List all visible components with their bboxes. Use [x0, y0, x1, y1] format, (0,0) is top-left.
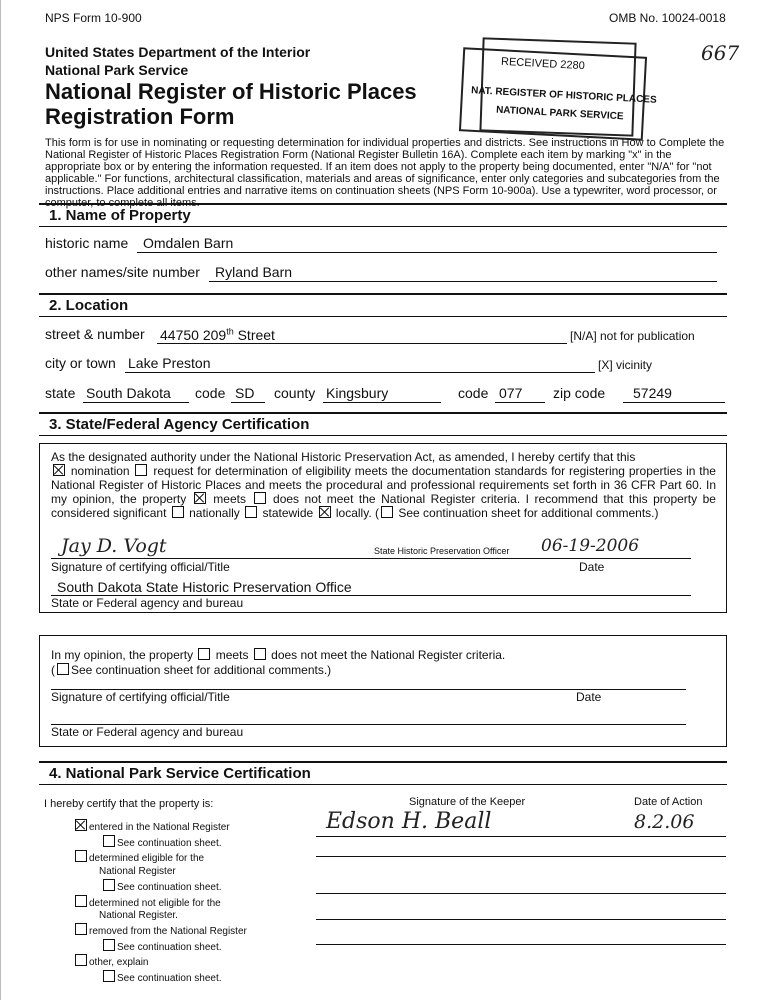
county-label: county — [274, 385, 316, 401]
street-label: street & number — [45, 326, 145, 342]
agency: National Park Service — [45, 62, 189, 78]
see-continuation-3[interactable] — [101, 939, 247, 955]
see-continuation-2[interactable] — [101, 879, 247, 895]
option-not-eligible[interactable] — [73, 895, 247, 911]
zip-value: 57249 — [633, 385, 672, 401]
officer-title: State Historic Preservation Officer — [374, 546, 510, 556]
other-names-value: Ryland Barn — [215, 264, 293, 280]
option-label: determined not eligible for the — [89, 897, 221, 909]
section-1-title: 1. Name of Property — [49, 207, 191, 224]
statewide-checkbox[interactable] — [245, 506, 257, 518]
form-number: NPS Form 10-900 — [45, 11, 142, 25]
locally-label: locally. ( — [335, 506, 379, 520]
street-sup: th — [226, 326, 234, 336]
other-meets-checkbox[interactable] — [198, 648, 210, 660]
section-4-title: 4. National Park Service Certification — [49, 765, 311, 782]
county-value: Kingsbury — [326, 385, 389, 401]
other-names-field[interactable] — [209, 264, 717, 282]
nomination-checkbox[interactable] — [53, 464, 65, 476]
other-continuation-label: See continuation sheet for additional comments.) — [71, 663, 332, 677]
date-of-action: 8.2.06 — [634, 811, 695, 833]
option-removed[interactable] — [73, 923, 247, 939]
keeper-label: Signature of the Keeper — [409, 796, 526, 808]
nationally-label: nationally — [189, 506, 240, 520]
state-field[interactable] — [83, 385, 189, 403]
other-continuation: ( See continuation sheet for additional comments.) — [51, 663, 332, 677]
handwritten-number: 667 — [701, 41, 740, 65]
see-continuation-4[interactable] — [101, 970, 247, 986]
nomination-label: nomination — [70, 464, 130, 478]
street-field[interactable] — [157, 326, 567, 344]
other-opinion — [51, 648, 505, 662]
state-code-value: SD — [235, 385, 255, 401]
option-entered[interactable] — [73, 819, 247, 835]
zip-field[interactable] — [623, 385, 725, 403]
other-not-meet-label: does not meet the National Register criteria. — [271, 648, 506, 662]
certification-options — [73, 819, 247, 986]
option-label: removed from the National Register — [89, 925, 247, 937]
nr-label: National Register. — [99, 910, 178, 922]
shpo-signature: Jay D. Vogt — [61, 535, 167, 557]
county-code-value: 077 — [499, 385, 523, 401]
department: United States Department of the Interior — [45, 44, 311, 60]
other-signature-label: Signature of certifying official/Title — [51, 690, 230, 704]
county-code-field[interactable] — [495, 385, 545, 403]
street-name: Street — [233, 326, 275, 343]
shpo-date: 06-19-2006 — [541, 536, 640, 556]
other-continuation-checkbox[interactable] — [57, 663, 69, 675]
state-label: state — [45, 385, 76, 401]
vicinity[interactable]: [X] vicinity — [598, 358, 653, 372]
other-date-label: Date — [576, 690, 602, 704]
state-value: South Dakota — [86, 385, 171, 401]
cont-label: See continuation sheet. — [117, 973, 222, 985]
see-continuation-1[interactable] — [101, 835, 247, 851]
date-label: Date — [579, 560, 605, 574]
section-2-title: 2. Location — [49, 297, 129, 314]
instructions: This form is for use in nominating or requesting determination for individual properties and districts. See instructions in How to Complete the National Register of Historic Places Registration Form (National Register Bulletin 16A). Complete each item by marking "x" in the appropriate box or by entering the information requested. If an item does not apply to the property being documented, enter "N/A" for "not applicable." For functions, architectural classification, materials and areas of significance, enter only categories and subcategories from the instructions. Place additional entries and narrative items on continuation sheets (NPS Form 10-900a). Use a typewriter, word processor, or computer, to complete all items. — [45, 137, 725, 209]
form-subtitle: Registration Form — [45, 104, 235, 129]
request-text: request for determination of eligibility meets the documentation standards for registering properties in the National Register of Historic Places and meets the procedural and professional requirements set forth in 36 CFR Part 60. In my opinion, the property — [51, 464, 716, 506]
registration-form-page: NPS Form 10-900 OMB No. 10024-0018 667 RECEIVED 2280 NAT. REGISTER OF HISTORIC PLACES NATIONAL PARK SERVICE United States Department of the Interior National Park Service National Register of Historic Places Registration Form This form is for use in nominating or requesting determination for individual properties and districts. See instructions in How to Complete the National Register of Historic Places Registration Form (National Register Bulletin 16A). Complete each item by marking "x" in the appropriate box or by entering the information requested. If an item does not apply to the property being documented, enter "N/A" for "not applicable." For functions, architectural classification, materials and areas of significance, enter only categories and subcategories from the instructions. Place additional entries and narrative items on continuation sheets (NPS Form 10-900a). Use a typewriter, word processor, or computer, to complete all items. 1. Name of Property historic name Omdalen Barn other names/site number Ryland Barn 2. Location street & number 44750 209th Street [N/A] not for publication city or town Lake Preston [X] vicinity state South Dakota code SD county Kingsbury code 077 zip code 57249 3. State/Federal Agency Certification As the designated authority under the National Historic Preservation Act, as amended, I hereby certify that this nomination request for determination of eligibility meets the documentation standards for registering properties in the National Register of Historic Places and meets the procedural and professional requirements set forth in 36 CFR Part 60. In my opinion, the property meets does not meet the National Register criteria. I recommend that this property be considered significant nationally statewide locally. ( See continuation sheet for additional comments.) Jay D. Vogt Signature of certifying official/Title State Historic Preservation Officer 06-19-2006 Date South Dakota State Historic Preservation Office State or Federal agency and bureau In my opinion, the property meets does not meet the National Register criteria. ( See continuation sheet for additional comments.) Signature of certifying official/Title Date State or Federal agency and bureau 4. National Park Service Certification I hereby certify that the property is: Signature of the Keeper Edson H. Beall Date of Action 8.2.06 entered in the National Register See continuation sheet. determined eligible for the National Register See continuation sheet. determined not eligible for the National Register. removed from the National Register See continuation sheet. other, explain See continuation sheet. — [0, 0, 770, 1000]
agency-label: State or Federal agency and bureau — [51, 596, 244, 610]
signature-label: Signature of certifying official/Title — [51, 560, 230, 574]
code-label: code — [195, 385, 226, 401]
form-title: National Register of Historic Places — [45, 79, 417, 104]
meets-checkbox[interactable] — [194, 492, 206, 504]
cert-intro: As the designated authority under the National Historic Preservation Act, as amended, I hereby certify that this — [51, 450, 636, 464]
nr-label: National Register — [99, 866, 176, 878]
meets-label: meets — [213, 492, 246, 506]
historic-name-value: Omdalen Barn — [143, 235, 234, 251]
other-not-meet-checkbox[interactable] — [254, 648, 266, 660]
cont-label: See continuation sheet. — [117, 941, 222, 953]
option-other[interactable] — [73, 954, 247, 970]
other-agency-label: State or Federal agency and bureau — [51, 725, 244, 739]
historic-name-field[interactable] — [137, 235, 717, 253]
nationally-checkbox[interactable] — [172, 506, 184, 518]
opinion-text: In my opinion, the property — [51, 648, 194, 662]
city-field[interactable] — [125, 355, 595, 373]
section-3-title: 3. State/Federal Agency Certification — [49, 416, 310, 433]
agency-value: South Dakota State Historic Preservation Office — [57, 579, 352, 595]
city-label: city or town — [45, 355, 116, 371]
zip-label: zip code — [553, 385, 606, 401]
omb-number: OMB No. 10024-0018 — [609, 11, 726, 25]
other-names-label: other names/site number — [45, 264, 200, 280]
not-meet-checkbox[interactable] — [254, 492, 266, 504]
cont-label: See continuation sheet. — [117, 881, 222, 893]
locally-checkbox[interactable] — [319, 506, 331, 518]
request-checkbox[interactable] — [135, 464, 147, 476]
continuation-label: See continuation sheet for additional comments.) — [398, 506, 659, 520]
not-meet-text: does not meet the National Register criteria. I recommend that this property be considered significant — [51, 492, 716, 520]
city-value: Lake Preston — [128, 355, 211, 371]
state-certification-text — [51, 450, 716, 520]
date-of-action-label: Date of Action — [634, 796, 703, 808]
continuation-checkbox[interactable] — [381, 506, 393, 518]
option-eligible[interactable] — [73, 850, 247, 866]
county-field[interactable] — [323, 385, 441, 403]
certify-label: I hereby certify that the property is: — [44, 798, 214, 810]
option-label: entered in the National Register — [89, 822, 230, 833]
street-value — [160, 327, 275, 343]
historic-name-label: historic name — [45, 235, 129, 251]
statewide-label: statewide — [262, 506, 314, 520]
option-label: other, explain — [89, 957, 149, 969]
option-label: determined eligible for the — [89, 853, 205, 865]
cont-label: See continuation sheet. — [117, 837, 222, 849]
state-code-field[interactable] — [231, 385, 265, 403]
street-number: 44750 209 — [160, 326, 227, 343]
keeper-signature: Edson H. Beall — [326, 809, 492, 834]
not-for-publication[interactable]: [N/A] not for publication — [570, 329, 695, 343]
other-meets-label: meets — [215, 648, 249, 662]
county-code-label: code — [458, 385, 489, 401]
